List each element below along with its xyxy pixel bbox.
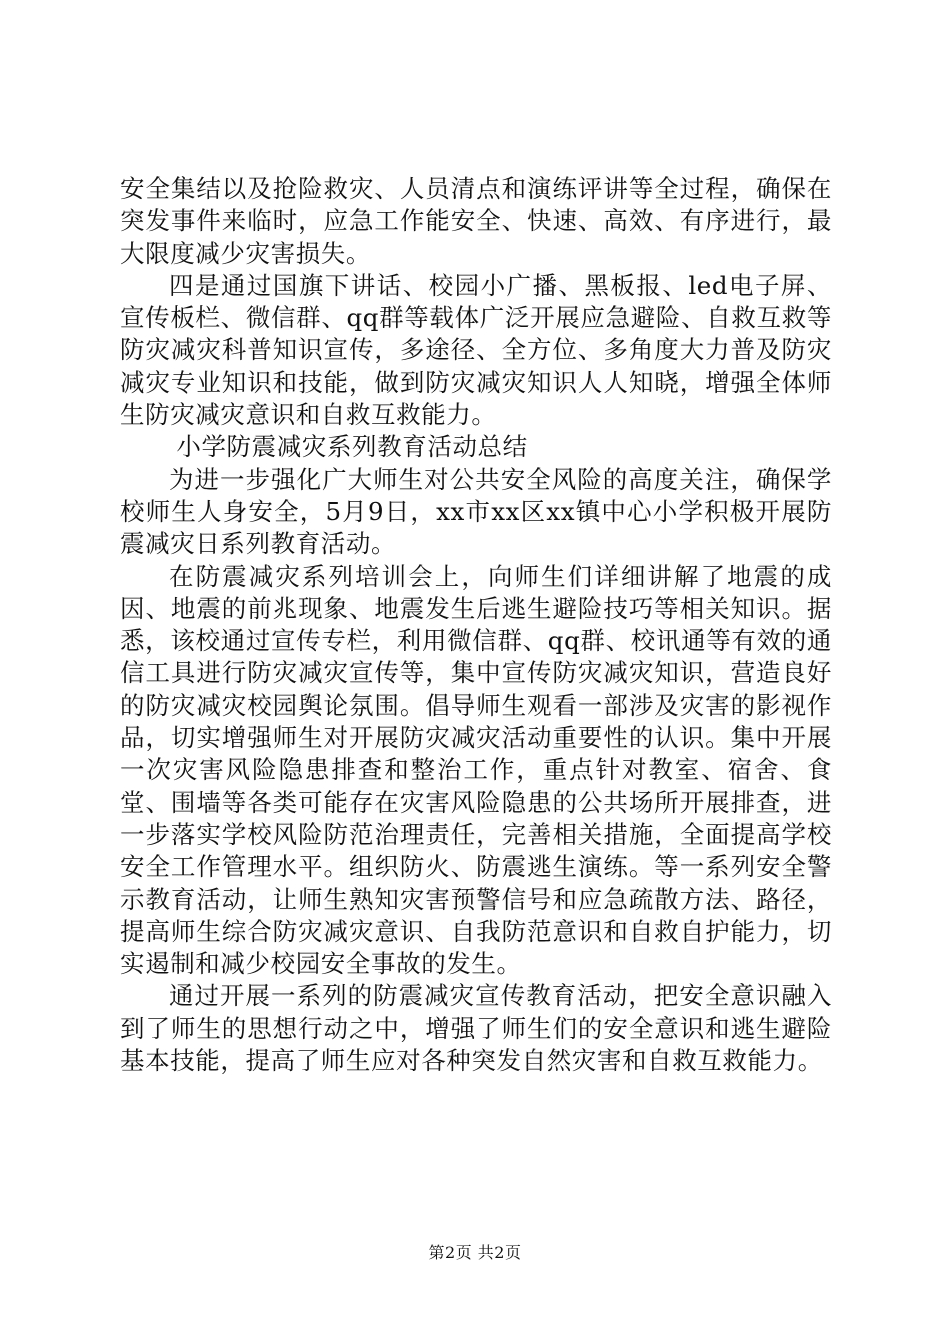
paragraph-intro: 为进一步强化广大师生对公共安全风险的高度关注，确保学校师生人身安全，5月9日，xx市xx区xx镇中心小学积极开展防震减灾日系列教育活动。: [120, 464, 832, 559]
document-body: [120, 173, 832, 1077]
paragraph-continuation: 安全集结以及抢险救灾、人员清点和演练评讲等全过程，确保在突发事件来临时，应急工作能安全、快速、高效、有序进行，最大限度减少灾害损失。: [120, 174, 832, 268]
paragraph-conclusion: 通过开展一系列的防震减灾宣传教育活动，把安全意识融入到了师生的思想行动之中，增强了师生们的安全意识和逃生避险基本技能，提高了师生应对各种突发自然灾害和自救互救能力。: [120, 981, 832, 1076]
paragraph-activities: 在防震减灾系列培训会上，向师生们详细讲解了地震的成因、地震的前兆现象、地震发生后逃生避险技巧等相关知识。据悉，该校通过宣传专栏，利用微信群、qq群、校讯通等有效的通信工具进行防灾减灾宣传等，集中宣传防灾减灾知识，营造良好的防灾减灾校园舆论氛围。倡导师生观看一部涉及灾害的影视作品，切实增强师生对开展防灾减灾活动重要性的认识。集中开展一次灾害风险隐患排查和整治工作，重点针对教室、宿舍、食堂、围墙等各类可能存在灾害风险隐患的公共场所开展排查，进一步落实学校风险防范治理责任，完善相关措施，全面提高学校安全工作管理水平。组织防火、防震逃生演练。等一系列安全警示教育活动，让师生熟知灾害预警信号和应急疏散方法、路径，提高师生综合防灾减灾意识、自我防范意识和自救自护能力，切实遏制和减少校园安全事故的发生。: [120, 561, 832, 979]
section-title: 小学防震减灾系列教育活动总结: [176, 432, 528, 462]
page-number-footer: 第2页 共2页: [428, 1243, 522, 1262]
paragraph-publicity: 四是通过国旗下讲话、校园小广播、黑板报、led电子屏、宣传板栏、微信群、qq群等载体广泛开展应急避险、自救互救等防灾减灾科普知识宣传，多途径、全方位、多角度大力普及防灾减灾专业知识和技能，做到防灾减灾知识人人知晓，增强全体师生防灾减灾意识和自救互救能力。: [120, 270, 832, 430]
